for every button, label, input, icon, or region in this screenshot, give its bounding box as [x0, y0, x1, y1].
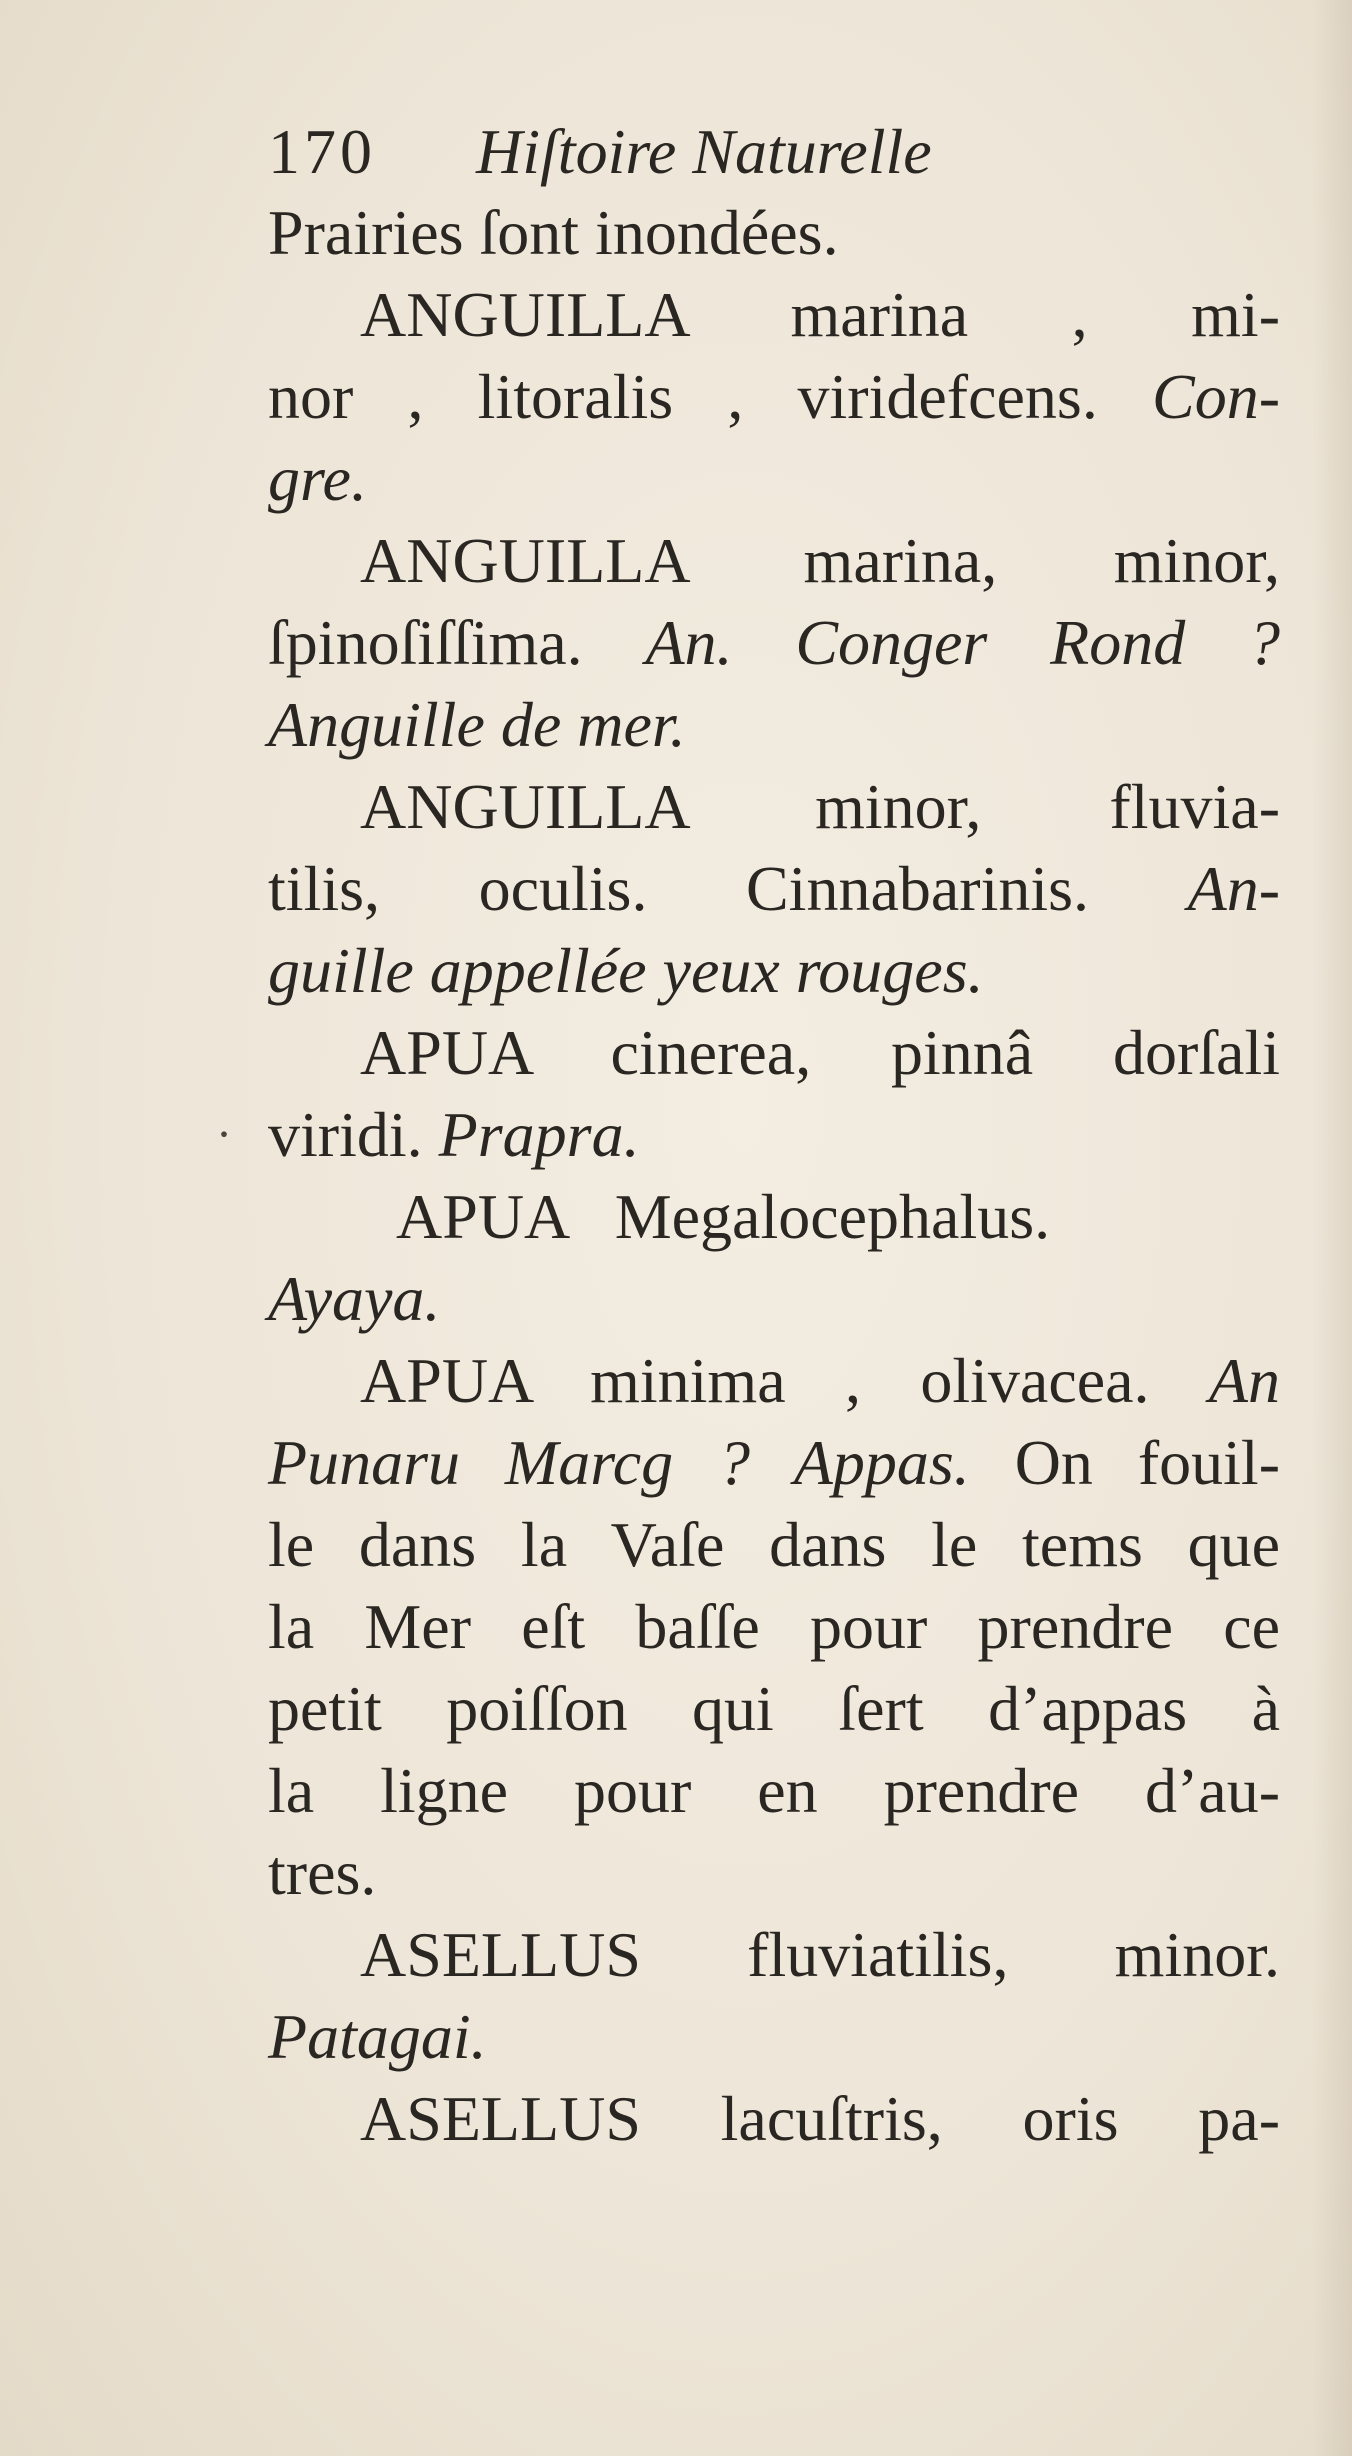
text-line: Patagai. — [268, 2001, 487, 2072]
text-line: ſpinoſiſſima. An. Conger Rond ? — [268, 607, 1281, 678]
text-line: petit poiſſon qui ſert d’appas à — [268, 1673, 1280, 1744]
text-line: nor , litoralis , viridefcens. Con- — [268, 361, 1280, 432]
text-line: ANGUILLA minor, fluvia- — [360, 771, 1280, 842]
running-header — [268, 112, 1168, 192]
text-line: ANGUILLA marina , mi- — [360, 279, 1280, 350]
text-line: ASELLUS lacuſtris, oris pa- — [360, 2083, 1280, 2154]
text-line: tres. — [268, 1837, 377, 1908]
text-line: Anguille de mer. — [268, 689, 686, 760]
text-line: Ayaya. — [268, 1263, 441, 1334]
text-line: la Mer eſt baſſe pour prendre ce — [268, 1591, 1280, 1662]
text-line: la ligne pour en prendre d’au- — [268, 1755, 1280, 1826]
running-title: Hiſtoire Naturelle — [476, 116, 932, 187]
text-line: guille appellée yeux rouges. — [268, 935, 984, 1006]
text-line: Prairies ſont inondées. — [268, 197, 839, 268]
page-number: 170 — [268, 116, 376, 187]
text-line: APUA cinerea, pinnâ dorſali — [360, 1017, 1280, 1088]
text-block — [216, 192, 1281, 2160]
page-edge-shadow — [1312, 0, 1352, 2456]
text-line: APUA minima , olivacea. An — [360, 1345, 1280, 1416]
margin-mark: · — [216, 1108, 232, 1161]
text-line: ASELLUS fluviatilis, minor. — [360, 1919, 1280, 1990]
text-line: le dans la Vaſe dans le tems que — [268, 1509, 1280, 1580]
text-line: · viridi. Prapra. — [268, 1094, 1280, 1176]
text-line: Punaru Marcg ? Appas. On fouil- — [268, 1427, 1281, 1498]
text-line: gre. — [268, 443, 367, 514]
text-line: tilis, oculis. Cinnabarinis. An- — [268, 853, 1280, 924]
text-line: APUA Megalocephalus. — [396, 1181, 1051, 1252]
text-line: ANGUILLA marina, minor, — [360, 525, 1280, 596]
